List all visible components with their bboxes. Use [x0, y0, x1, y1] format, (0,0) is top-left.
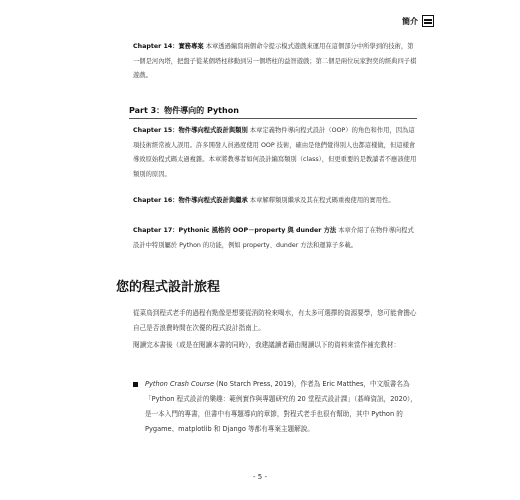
header-label: 簡介 — [402, 16, 418, 26]
page-number: - 5 - — [253, 473, 267, 481]
book-title: Python Crash Course — [145, 380, 215, 388]
chapter-description: 本章解釋類別繼承及其在程式碼重複使用的實用性。 — [249, 197, 395, 204]
book-description: (No Starch Press, 2019)，作者為 Eric Matthes，中文版書名為「Python 程式設計的樂趣：範例實作與專題研究的 20 堂程式設計課」（碁峰資訊，2020），是一本入門的專書，但書中有專題導向的章節，對程式老手也很有幫助，其中 Python 的 Pygame、matplotlib 和 Django 等都有專案主題解說。 — [145, 380, 417, 433]
chapter-title: Chapter 16：物件導向程式設計與繼承 — [133, 197, 248, 204]
part-heading: Part 3：物件導向的 Python — [129, 105, 417, 119]
paragraph: 從菜鳥到程式老手的過程有點像是想要從消防栓來喝水，有太多可選擇的資源要學，您可能會擔心自己是否浪費時間在次優的程式設計指南上。 — [133, 309, 417, 332]
bullet-square-icon — [133, 382, 138, 387]
book-icon — [422, 15, 434, 27]
chapter-description: 本章定義物件導向程式設計（OOP）的角色和作用，因為這項技術經常被人誤用。許多開發人員過度使用 OOP 技術，確由是他們覺得別人也都這樣做，但這樣會導致原始程式碼太過複雜。本章將教導者如何設計編寫類別（class），但更重要的是教讀者不應該使用類別的原因。 — [133, 127, 417, 178]
bullet-text — [145, 377, 417, 437]
chapter-entry-15 — [133, 124, 417, 182]
bullet-item — [133, 377, 417, 437]
chapter-entry-14 — [133, 40, 417, 84]
chapter-title: Chapter 15：物件導向程式設計與類別 — [133, 127, 248, 134]
chapter-entry-16 — [133, 194, 417, 209]
chapter-title: Chapter 17：Pythonic 風格的 OOP－property 與 dunder 方法 — [133, 227, 337, 234]
section-title: 您的程式設計旅程 — [116, 280, 221, 295]
chapter-description: 本章透過編寫兩個命令提示模式遊戲來運用在這個部分中所學到的技術，第一個是河內塔，把盤子從某個塔柱移動到另一個塔柱的益智遊戲；第二個是兩位玩家對奕的經典四子棋遊戲。 — [133, 43, 417, 79]
chapter-title: Chapter 14：實務專案 — [133, 43, 204, 50]
running-header — [402, 15, 434, 27]
chapter-description: 本章介紹了在物件導向程式設計中特別屬於 Python 的功能，例如 property、dunder 方法和運算子多載。 — [133, 227, 414, 249]
chapter-entry-17 — [133, 224, 417, 253]
paragraph: 閱讀完本書後（或是在閱讀本書的同時），我建議讀者藉由閱讀以下的資料來當作補充教材： — [133, 341, 401, 349]
